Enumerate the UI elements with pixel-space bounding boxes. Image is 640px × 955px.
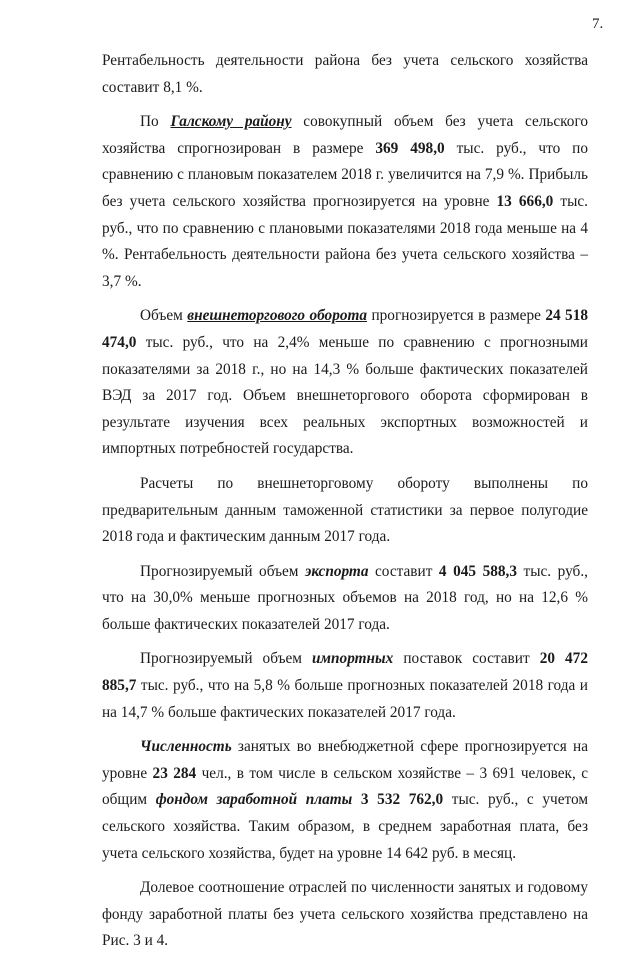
paragraph-gal-district: По Галскому району совокупный объем без учета сельского хозяйства спрогнозирован в размере 369 498,0 тыс. руб., что по сравнению с плановым показателем 2018 г. увеличится на 7,9 %. Прибыль без учета сельского хозяйства прогнозируется на уровне 13 666,0 тыс. руб., что по сравнению с плановыми показателями 2018 года меньше на 4 %. Рентабельность деятельности района без учета сельского хозяйства –3,7 %.	[102, 113, 589, 290]
export-volume: 4 045 588,3	[438, 562, 518, 580]
district-profit: 13 666,0	[496, 192, 554, 210]
employment-term: Численность	[140, 738, 232, 756]
paragraph-profitability: Рентабельность деятельности района без учета сельского хозяйства составит 8,1 %.	[102, 52, 588, 96]
import-term: импортных	[312, 650, 394, 668]
document-body	[102, 48, 588, 955]
export-term: экспорта	[305, 562, 369, 580]
paragraph-export: Прогнозируемый объем экспорта составит 4 045 588,3 тыс. руб., что на 30,0% меньше прогнозных объемов на 2018 год, но на 12,6 % больше фактических показателей 2017 года.	[102, 562, 588, 633]
paragraph-foreign-trade: Объем внешнеторгового оборота прогнозируется в размере 24 518 474,0 тыс. руб., что на 2,4% меньше по сравнению с прогнозными показателями за 2018 г., но на 14,3 % больше фактических показателей ВЭД за 2017 год. Объем внешнеторгового оборота сформирован в результате изучения всех реальных экспортных возможностей и импортных потребностей государства.	[102, 307, 588, 458]
paragraph-employment: Численность занятых во внебюджетной сфере прогнозируется на уровне 23 284 чел., в том числе в сельском хозяйстве – 3 691 человек, с общим фондом заработной платы 3 532 762,0 тыс. руб., с учетом сельского хозяйства. Таким образом, в среднем заработная плата, без учета сельского хозяйства, будет на уровне 14 642 руб. в месяц.	[102, 738, 589, 862]
employed-count: 23 284	[152, 764, 197, 782]
paragraph-import: Прогнозируемый объем импортных поставок составит 20 472 885,7 тыс. руб., что на 5,8 % больше прогнозных показателей 2018 года и на 14,7 % больше фактических показателей 2017 года.	[102, 650, 588, 721]
foreign-trade-volume: 24 518 474,0	[102, 307, 588, 351]
district-name: Галскому району	[170, 113, 292, 131]
page-number: 7.	[592, 16, 604, 32]
foreign-trade-term: внешнеторгового оборота	[187, 307, 368, 325]
payroll-amount: 3 532 762,0	[360, 791, 444, 809]
import-volume: 20 472 885,7	[102, 650, 588, 695]
paragraph-calculations: Расчеты по внешнеторговому обороту выполнены по предварительным данным таможенной статистики за первое полугодие 2018 года и фактическим данным 2017 года.	[102, 474, 588, 546]
paragraph-share-ratio: Долевое соотношение отраслей по численности занятых и годовому фонду заработной платы без учета сельского хозяйства представлено на Рис. 3 и 4.	[102, 879, 588, 950]
payroll-term: фондом заработной платы	[155, 791, 353, 809]
district-volume: 369 498,0	[375, 139, 445, 157]
